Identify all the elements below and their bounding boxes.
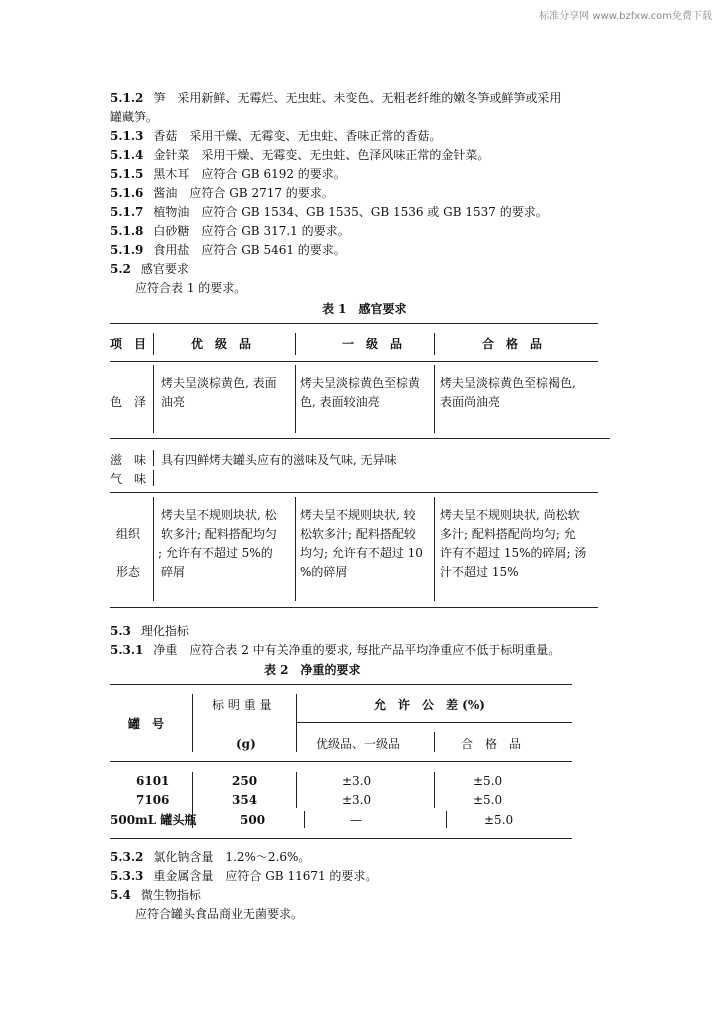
clause-5-2: 5.2 感官要求 — [110, 262, 189, 276]
table1-rule — [110, 492, 598, 493]
table1-row-item: 气 味 — [110, 472, 147, 486]
table2-cell-pass: ±5.0 — [484, 813, 514, 827]
table2-header-tolerance: 允 许 公 差 (%) — [374, 698, 485, 712]
clause-5-1-5: 5.1.5 黑木耳 应符合 GB 6192 的要求。 — [110, 167, 346, 181]
table2-cell-top: — — [350, 813, 362, 827]
table2-col-divider — [434, 732, 435, 752]
table1-cell: 均匀; 允许有不超过 10 — [300, 546, 423, 560]
table1-cell: 汁不超过 15% — [440, 565, 519, 579]
table1-row-item: 色 泽 — [110, 395, 147, 409]
table1-header-pass: 合 格 品 — [482, 337, 543, 351]
table2-caption: 表 2 净重的要求 — [264, 663, 361, 677]
table2-cell-pass: ±5.0 — [473, 793, 503, 807]
table1-col-divider — [295, 497, 296, 601]
table1-col-divider — [153, 470, 154, 486]
table2-cell-top: ±3.0 — [342, 793, 372, 807]
clause-5-1-2: 5.1.2 笋 采用新鲜、无霉烂、无虫蛀、未变色、无粗老纤维的嫩冬笋或鲜笋或采用 — [110, 91, 562, 105]
table1-cell: ; 允许有不超过 5%的 — [158, 546, 273, 560]
table1-cell: 松软多汁; 配料搭配较 — [300, 527, 416, 541]
clause-5-1-7: 5.1.7 植物油 应符合 GB 1534、GB 1535、GB 1536 或 GB 1537 的要求。 — [110, 205, 548, 219]
table2-col-divider — [296, 694, 297, 752]
table1-cell: 碎屑 — [161, 565, 186, 579]
clause-5-3-3: 5.3.3 重金属含量 应符合 GB 11671 的要求。 — [110, 869, 378, 883]
table2-rule — [110, 761, 572, 762]
table2-cell-weight: 250 — [232, 774, 258, 788]
table1-cell: %的碎屑 — [300, 565, 348, 579]
table1-cell: 许有不超过 15%的碎屑; 汤 — [440, 546, 587, 560]
table2-rule-top — [110, 684, 572, 685]
table1-rule-top — [110, 323, 598, 324]
table1-cell: 油亮 — [161, 395, 186, 409]
table2-cell-can: 500mL 罐头瓶 — [110, 813, 197, 827]
table2-cell-weight: 354 — [232, 793, 258, 807]
clause-5-1-8: 5.1.8 白砂糖 应符合 GB 317.1 的要求。 — [110, 224, 350, 238]
table1-col-divider — [153, 365, 154, 433]
table2-col-divider — [304, 811, 305, 828]
clause-5-3-2: 5.3.2 氯化钠含量 1.2%～2.6%。 — [110, 850, 311, 864]
table2-col-divider — [434, 772, 435, 808]
table2-header-unit: (g) — [236, 737, 256, 751]
clause-5-1-4: 5.1.4 金针菜 采用干燥、无霉变、无虫蛀、色泽风味正常的金针菜。 — [110, 148, 490, 162]
table1-col-divider — [434, 333, 435, 355]
table2-rule — [296, 722, 572, 723]
clause-5-1-3: 5.1.3 香菇 采用干燥、无霉变、无虫蛀、香味正常的香菇。 — [110, 129, 442, 143]
table2-cell-can: 7106 — [136, 793, 170, 807]
table1-rule — [110, 438, 610, 439]
table1-merged-cell: 具有四鲜烤夫罐头应有的滋味及气味, 无异味 — [161, 453, 397, 467]
table1-cell: 烤夫呈不规则块状, 松 — [161, 508, 277, 522]
table1-col-divider — [295, 365, 296, 433]
table2-cell-can: 6101 — [136, 774, 170, 788]
table1-col-divider — [153, 333, 154, 355]
table1-cell: 烤夫呈淡棕黄色至棕褐色, — [440, 376, 576, 390]
table1-cell: 烤夫呈淡棕黄色, 表面 — [161, 376, 277, 390]
table1-row-item: 形态 — [116, 565, 141, 579]
table2-col-divider — [192, 694, 193, 752]
table1-cell: 色, 表面较油亮 — [300, 395, 380, 409]
table2-col-divider — [296, 772, 297, 808]
table1-header-first: 一 级 品 — [342, 337, 403, 351]
table2-cell-top: ±3.0 — [342, 774, 372, 788]
table1-caption: 表 1 感官要求 — [322, 302, 407, 316]
table2-cell-pass: ±5.0 — [473, 774, 503, 788]
clause-5-4: 5.4 微生物指标 — [110, 888, 201, 902]
clause-5-3: 5.3 理化指标 — [110, 624, 189, 638]
table2-header-pass: 合 格 品 — [461, 737, 522, 751]
table1-cell: 烤夫呈淡棕黄色至棕黄 — [300, 376, 421, 390]
table1-header-top: 优 级 品 — [191, 337, 252, 351]
table2-col-divider — [446, 811, 447, 828]
clause-5-1-6: 5.1.6 酱油 应符合 GB 2717 的要求。 — [110, 186, 334, 200]
clause-5-2-text: 应符合表 1 的要求。 — [135, 281, 247, 295]
table2-header-top: 优级品、一级品 — [316, 737, 401, 751]
table1-cell: 软多汁; 配料搭配均匀 — [161, 527, 277, 541]
table2-cell-weight: 500 — [240, 813, 266, 827]
clause-5-3-1: 5.3.1 净重 应符合表 2 中有关净重的要求, 每批产品平均净重应不低于标明重量。 — [110, 643, 561, 657]
table1-row-item: 组织 — [116, 527, 141, 541]
table1-cell: 多汁; 配料搭配尚均匀; 允 — [440, 527, 576, 541]
table2-header-weight: 标 明 重 量 — [212, 698, 272, 712]
table1-col-divider — [153, 497, 154, 601]
table2-rule-bottom — [110, 838, 572, 839]
clause-5-4-text: 应符合罐头食品商业无菌要求。 — [135, 907, 304, 921]
table1-rule-bottom — [110, 607, 598, 608]
watermark: 标准分享网 www.bzfxw.com免费下载 — [539, 11, 712, 22]
table1-col-divider — [434, 365, 435, 433]
table1-col-divider — [434, 497, 435, 601]
table1-cell: 烤夫呈不规则块状, 较 — [300, 508, 416, 522]
clause-5-1-9: 5.1.9 食用盐 应符合 GB 5461 的要求。 — [110, 243, 346, 257]
table1-rule — [110, 361, 598, 362]
table1-col-divider — [153, 450, 154, 466]
table1-row-item: 滋 味 — [110, 453, 147, 467]
table1-header-item: 项 目 — [110, 337, 147, 351]
clause-5-1-2-cont: 罐藏笋。 — [110, 110, 159, 124]
table1-cell: 烤夫呈不规则块状, 尚松软 — [440, 508, 580, 522]
table1-col-divider — [295, 333, 296, 355]
table1-cell: 表面尚油亮 — [440, 395, 501, 409]
table2-header-can: 罐 号 — [128, 717, 165, 731]
